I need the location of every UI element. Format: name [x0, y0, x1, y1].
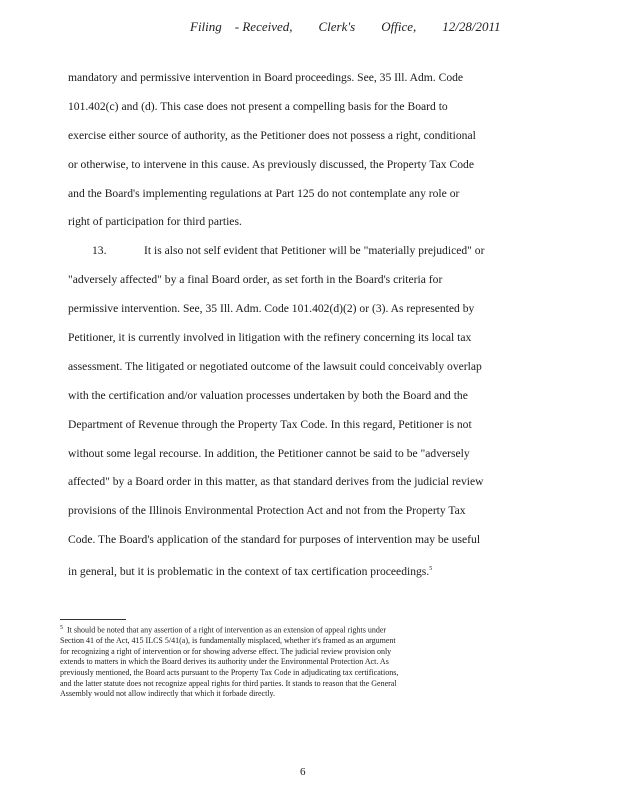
body-line: 101.402(c) and (d). This case does not present a compelling basis for the Board to	[68, 99, 448, 113]
body-line: provisions of the Illinois Environmental Protection Act and not from the Property Tax	[68, 504, 466, 518]
footnote	[60, 623, 560, 700]
body-line: right of participation for third parties.	[68, 215, 242, 229]
body-line: or otherwise, to intervene in this cause. As previously discussed, the Property Tax Code	[68, 157, 474, 171]
body-line: assessment. The litigated or negotiated outcome of the lawsuit could conceivably overlap	[68, 359, 482, 373]
body-line: exercise either source of authority, as the Petitioner does not possess a right, conditional	[68, 128, 476, 142]
filing-stamp-header: Filing - Received, Clerk's Office, 12/28/2011	[190, 19, 501, 34]
footnote-line: extends to matters in which the Board derives its authority under the Environmental Protection Act. As	[60, 657, 389, 667]
page-number: 6	[300, 766, 306, 778]
body-line: Department of Revenue through the Property Tax Code. In this regard, Petitioner is not	[68, 417, 472, 431]
body-line-last	[68, 555, 558, 584]
body-line: and the Board's implementing regulations at Part 125 do not contemplate any role or	[68, 186, 460, 200]
paragraph-number: 13.	[92, 244, 107, 258]
body-text	[68, 64, 558, 584]
body-line: permissive intervention. See, 35 Ill. Adm. Code 101.402(d)(2) or (3). As represented by	[68, 302, 475, 316]
body-line: "adversely affected" by a final Board order, as set forth in the Board's criteria for	[68, 273, 443, 287]
footnote-line: for recognizing a right of intervention or for showing adverse effect. The judicial review provision only	[60, 646, 392, 656]
body-line: affected" by a Board order in this matter, as that standard derives from the judicial review	[68, 475, 484, 489]
footnote-line: Assembly would not allow indirectly that which it forbade directly.	[60, 689, 275, 699]
body-line: mandatory and permissive intervention in Board proceedings. See, 35 Ill. Adm. Code	[68, 71, 464, 84]
footnote-line: previously mentioned, the Board acts pursuant to the Property Tax Code in adjudicating tax certifications,	[60, 668, 399, 678]
body-line: in general, but it is problematic in the context of tax certification proceedings.	[68, 565, 430, 578]
footnote-line	[60, 623, 560, 636]
body-line: It is also not self evident that Petitioner will be "materially prejudiced" or	[144, 244, 485, 258]
body-line: with the certification and/or valuation processes undertaken by both the Board and the	[68, 388, 468, 402]
footnote-marker: 5	[60, 625, 63, 631]
body-line: Petitioner, it is currently involved in litigation with the refinery concerning its local tax	[68, 331, 472, 345]
footnote-divider	[60, 619, 126, 620]
body-line: without some legal recourse. In addition, the Petitioner cannot be said to be "adversely	[68, 446, 470, 460]
paragraph-13-first-line	[68, 237, 558, 266]
footnote-text: It should be noted that any assertion of a right of intervention as an extension of appeal rights under	[67, 625, 387, 635]
footnote-line: and the latter statute does not recognize appeal rights for third parties. It stands to reason that the General	[60, 678, 397, 688]
body-line: Code. The Board's application of the standard for purposes of intervention may be useful	[68, 533, 481, 547]
footnote-line: Section 41 of the Act, 415 ILCS 5/41(a), is fundamentally misplaced, whether it's framed as an argument	[60, 636, 396, 646]
footnote-reference[interactable]: 5	[429, 566, 433, 573]
